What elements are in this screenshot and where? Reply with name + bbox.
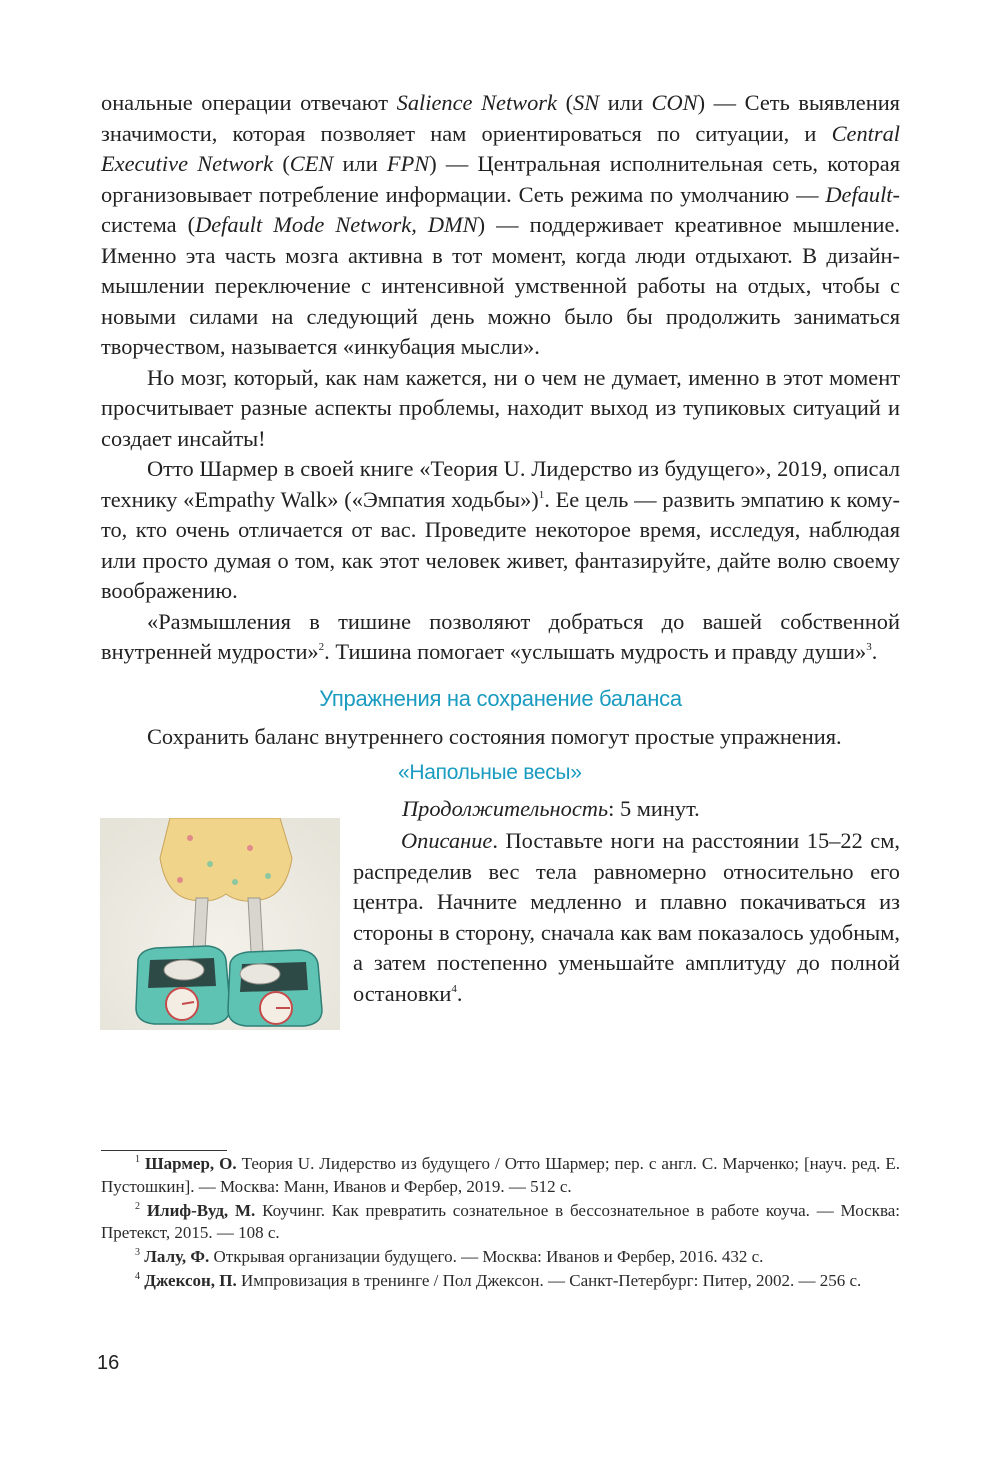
footnote-text: Коучинг. Как превратить сознательное в бессознательное в работе коуча. — Москва: Претекст, 2015. — 108 с. (101, 1200, 901, 1243)
page-body (101, 88, 900, 1038)
dress-dot (247, 845, 253, 851)
text: . (871, 639, 878, 664)
footnote-ref: 3 (866, 641, 872, 653)
dress-dot (177, 877, 183, 883)
abbr-fpn: FPN (386, 151, 430, 176)
footnote-number: 1 (135, 1154, 140, 1165)
footnote-author: Джексон, П. (144, 1270, 237, 1290)
footnote-number: 2 (135, 1200, 140, 1212)
right-foot (240, 964, 280, 984)
footnote-author: Илиф-Вуд, М. (146, 1200, 256, 1220)
abbr-cen: CEN (289, 151, 334, 176)
footnote-author: Лалу, Ф. (144, 1247, 210, 1267)
text: -система ( (101, 181, 900, 237)
text: . Ее цель — развить эмпатию к кому-то, кто очень отличается от вас. Проведите некоторое время, исследуя, наблюдая или просто думая о том, как этот человек живет, фантазируйте, дайте волю своему воображению. (101, 486, 900, 603)
section-heading: Упражнения на сохранение баланса (319, 685, 682, 711)
paragraph-2: Но мозг, который, как нам кажется, ни о чем не думает, именно в этот момент просчитывает разные аспекты проблемы, находит выход из тупиковых ситуаций и создает инсайты! (101, 364, 900, 451)
description-text: . Поставьте ноги на расстоянии 15–22 см, распределив вес тела равномерно относительно его центра. Начните медленно и плавно покачиваться из стороны в сторону, сначала как вам показалось удобным, а затем постепенно уменьшайте амплитуду до полной остановки (353, 828, 900, 1006)
term-central-executive-network: Central Executive Network (101, 120, 900, 176)
exercise-description (353, 826, 900, 1009)
section-intro: Сохранить баланс внутреннего состояния помогут простые упражнения. (147, 723, 842, 749)
text: ( (556, 90, 574, 115)
footnote-number: 3 (135, 1247, 140, 1259)
description-label: Описание (401, 828, 493, 853)
text: . (456, 980, 463, 1006)
footnote-ref: 2 (318, 641, 325, 653)
text: ) — поддерживает креативное мышление. Именно эта часть мозга активна в тот момент, когда люди отдыхают. В дизайн-мышлении переключение с интенсивной умственной работы на отдых, чтобы с новыми силами на следующий день можно было бы продолжить заниматься творчеством, называется «инкубация мысли». (101, 212, 900, 359)
left-foot (164, 960, 204, 980)
footnote-text: Импровизация в тренинге / Пол Джексон. — Санкт-Петербург: Питер, 2002. — 256 с. (236, 1270, 862, 1290)
dress-dot (265, 873, 271, 879)
text: ( (273, 151, 290, 176)
abbr-con: CON (651, 90, 698, 115)
bathroom-scales-illustration (100, 818, 340, 1030)
footnote-number: 4 (135, 1270, 140, 1282)
scales-illustration-svg (100, 818, 340, 1030)
dress-dot (207, 861, 213, 867)
duration-value: : 5 минут. (608, 796, 700, 821)
footnotes (101, 1153, 900, 1294)
footnote-3 (101, 1246, 900, 1269)
page-number: 16 (97, 1352, 120, 1374)
exercise-block (101, 758, 900, 1038)
footnote-2 (101, 1200, 900, 1246)
footnote-ref: 1 (538, 488, 545, 501)
footnote-author: Шармер, О. (144, 1154, 237, 1173)
footnote-1 (101, 1153, 900, 1199)
text: или (333, 151, 387, 176)
exercise-title: «Напольные весы» (398, 761, 582, 784)
text: «Размышления в тишине позволяют добраться до вашей собственной внутренней мудрости» (101, 608, 900, 664)
text: ональные операции отвечают (101, 90, 397, 115)
duration-label: Продолжительность (402, 796, 609, 821)
term-salience-network: Salience Network (396, 90, 557, 115)
description-paragraph (353, 826, 900, 1009)
text: ) — Сеть выявления значимости, которая позволяет нам ориентироваться по ситуации, и (101, 90, 900, 146)
paragraph-1 (101, 88, 900, 363)
dress-shape (160, 818, 292, 901)
term-default-mode-network: Default Mode Network, DMN (195, 212, 478, 237)
abbr-sn: SN (573, 90, 600, 115)
dress-dot (232, 879, 238, 885)
term-default: Default (825, 181, 893, 207)
text: Отто Шармер в своей книге «Теория U. Лидерство из будущего», 2019, описал технику «Empathy Walk» («Эмпатия ходьбы») (101, 456, 900, 512)
footnote-ref: 4 (451, 982, 457, 995)
footnote-text: Теория U. Лидерство из будущего / Отто Шармер; пер. с англ. С. Марченко; [науч. ред. Е. Пустошкин]. — Москва: Манн, Иванов и Фербер, 2019. — 512 с. (101, 1154, 901, 1196)
text: ) — Центральная исполнительная сеть, которая организовывает потребление информации. Сеть режима по умолчанию — (101, 151, 900, 207)
text: или (599, 90, 652, 115)
paragraph-4 (101, 607, 900, 668)
footnote-4 (101, 1270, 900, 1293)
exercise-duration (402, 794, 900, 825)
paragraph-3 (101, 454, 900, 607)
footnote-text: Открывая организации будущего. — Москва: Иванов и Фербер, 2016. 432 с. (209, 1247, 764, 1267)
footnote-divider (101, 1150, 227, 1151)
dress-dot (187, 835, 193, 841)
text: . Тишина помогает «услышать мудрость и правду души» (324, 639, 867, 664)
